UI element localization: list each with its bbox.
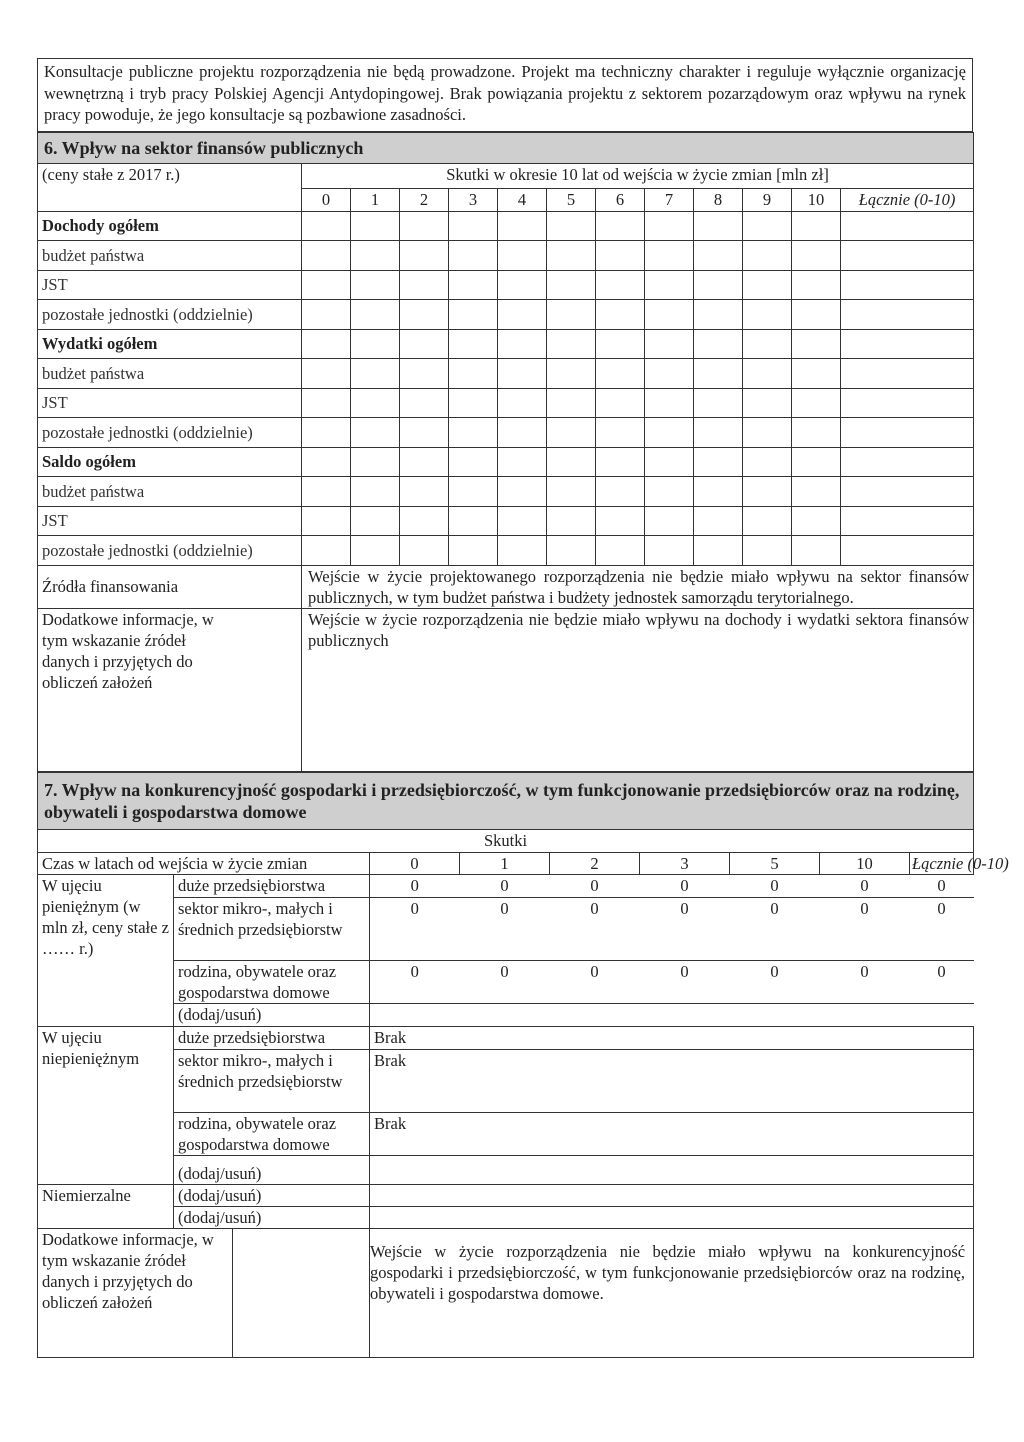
- finance-cell[interactable]: [302, 536, 351, 566]
- finance-cell[interactable]: [841, 300, 974, 330]
- finance-cell[interactable]: [645, 270, 694, 300]
- finance-cell[interactable]: [351, 418, 400, 448]
- monetary-value[interactable]: [910, 1003, 974, 1026]
- monetary-value[interactable]: [640, 1003, 730, 1026]
- finance-cell[interactable]: [645, 241, 694, 271]
- finance-cell[interactable]: [792, 300, 841, 330]
- sec7-info-row: [38, 1228, 370, 1357]
- finance-cell[interactable]: [596, 388, 645, 418]
- finance-cell[interactable]: [792, 506, 841, 536]
- finance-cell[interactable]: [351, 506, 400, 536]
- finance-cell[interactable]: [498, 241, 547, 271]
- finance-cell[interactable]: [743, 359, 792, 389]
- year-header-10: 10: [792, 188, 841, 211]
- sources-label: Źródła finansowania: [38, 565, 302, 608]
- finance-cell[interactable]: [351, 388, 400, 418]
- finance-cell[interactable]: [792, 536, 841, 566]
- finance-cell[interactable]: [547, 506, 596, 536]
- finance-row-label: pozostałe jednostki (oddzielnie): [38, 300, 302, 330]
- year-header-9: 9: [743, 188, 792, 211]
- finance-cell[interactable]: [792, 477, 841, 507]
- finance-cell[interactable]: [792, 329, 841, 359]
- nonmonetary-row: [38, 1026, 974, 1049]
- finance-cell[interactable]: [400, 359, 449, 389]
- finance-cell[interactable]: [694, 477, 743, 507]
- monetary-value[interactable]: 0: [640, 874, 730, 897]
- finance-cell[interactable]: [841, 211, 974, 241]
- finance-cell[interactable]: [596, 241, 645, 271]
- finance-cell[interactable]: [547, 477, 596, 507]
- finance-cell[interactable]: [743, 418, 792, 448]
- monetary-row: [38, 1003, 974, 1026]
- finance-row-label: budżet państwa: [38, 477, 302, 507]
- monetary-value[interactable]: 0: [460, 874, 550, 897]
- finance-row: [38, 506, 974, 536]
- finance-cell[interactable]: [645, 388, 694, 418]
- finance-cell[interactable]: [792, 388, 841, 418]
- monetary-rows: [38, 874, 974, 1026]
- finance-cell[interactable]: [596, 300, 645, 330]
- monetary-value[interactable]: 0: [820, 897, 910, 960]
- finance-cell[interactable]: [302, 211, 351, 241]
- nonmonetary-rows: [38, 1026, 974, 1184]
- sec7-years-row: [38, 852, 974, 874]
- finance-cell[interactable]: [841, 536, 974, 566]
- finance-cell[interactable]: [498, 536, 547, 566]
- sec6-info-label: Dodatkowe informacje, w tym wskazanie źródeł danych i przyjętych do obliczeń założeń: [38, 608, 302, 771]
- finance-cell[interactable]: [400, 447, 449, 477]
- finance-cell[interactable]: [547, 388, 596, 418]
- nonmonetary-row-label: (dodaj/usuń): [174, 1155, 370, 1184]
- finance-cell[interactable]: [449, 506, 498, 536]
- finance-rows: [38, 211, 974, 565]
- nonmonetary-value[interactable]: Brak: [370, 1026, 974, 1049]
- sec7-total-header: Łącznie (0-10): [910, 852, 974, 874]
- unmeasurable-row: [38, 1206, 974, 1228]
- year-header-8: 8: [694, 188, 743, 211]
- finance-cell[interactable]: [400, 300, 449, 330]
- finance-cell[interactable]: [694, 447, 743, 477]
- finance-cell[interactable]: [302, 388, 351, 418]
- nonmonetary-row-label: rodzina, obywatele oraz gospodarstwa domowe: [174, 1112, 370, 1155]
- finance-cell[interactable]: [743, 447, 792, 477]
- finance-row: [38, 300, 974, 330]
- monetary-value[interactable]: 0: [910, 874, 974, 897]
- monetary-value[interactable]: [550, 1003, 640, 1026]
- finance-row-label: JST: [38, 270, 302, 300]
- sec7-info-label: Dodatkowe informacje, w tym wskazanie źródeł danych i przyjętych do obliczeń założeń: [38, 1229, 233, 1357]
- finance-row-label: JST: [38, 506, 302, 536]
- effects-header: Skutki w okresie 10 lat od wejścia w życie zmian [mln zł]: [302, 163, 974, 188]
- finance-cell[interactable]: [449, 359, 498, 389]
- monetary-value[interactable]: 0: [370, 897, 460, 960]
- finance-cell[interactable]: [400, 418, 449, 448]
- finance-cell[interactable]: [596, 536, 645, 566]
- finance-cell[interactable]: [841, 329, 974, 359]
- year-header-1: 1: [351, 188, 400, 211]
- finance-cell[interactable]: [302, 300, 351, 330]
- finance-cell[interactable]: [694, 506, 743, 536]
- monetary-value[interactable]: 0: [370, 960, 460, 1003]
- nonmonetary-label: W ujęciu niepieniężnym: [38, 1026, 174, 1184]
- section-7-title: 7. Wpływ na konkurencyjność gospodarki i przedsiębiorczość, w tym funkcjonowanie przedsiębiorców oraz na rodzinę, obywateli i gospodarstwa domowe: [38, 772, 974, 829]
- monetary-value[interactable]: 0: [730, 897, 820, 960]
- finance-cell[interactable]: [743, 241, 792, 271]
- finance-cell[interactable]: [547, 418, 596, 448]
- finance-cell[interactable]: [547, 536, 596, 566]
- finance-row: [38, 477, 974, 507]
- finance-cell[interactable]: [302, 447, 351, 477]
- document-page: [37, 58, 1009, 1358]
- finance-row-label: JST: [38, 388, 302, 418]
- finance-cell[interactable]: [351, 536, 400, 566]
- finance-row: [38, 270, 974, 300]
- finance-cell[interactable]: [694, 418, 743, 448]
- finance-row-label: Wydatki ogółem: [38, 329, 302, 359]
- time-label: Czas w latach od wejścia w życie zmian: [38, 852, 370, 874]
- finance-cell[interactable]: [351, 241, 400, 271]
- unmeasurable-value[interactable]: [370, 1184, 974, 1206]
- monetary-value[interactable]: 0: [820, 874, 910, 897]
- monetary-value[interactable]: [370, 1003, 460, 1026]
- finance-cell[interactable]: [792, 418, 841, 448]
- finance-row-label: Dochody ogółem: [38, 211, 302, 241]
- monetary-row-label: rodzina, obywatele oraz gospodarstwa domowe: [174, 960, 370, 1003]
- sources-text: Wejście w życie projektowanego rozporządzenia nie będzie miało wpływu na sektor finansów publicznych, w tym budżet państwa i budżety jednostek samorządu terytorialnego.: [302, 565, 974, 608]
- finance-cell[interactable]: [302, 506, 351, 536]
- finance-cell[interactable]: [841, 447, 974, 477]
- finance-cell[interactable]: [596, 270, 645, 300]
- finance-row: [38, 418, 974, 448]
- monetary-row-label: sektor mikro-, małych i średnich przedsiębiorstw: [174, 897, 370, 960]
- monetary-value[interactable]: [730, 1003, 820, 1026]
- nonmonetary-row-label: sektor mikro-, małych i średnich przedsiębiorstw: [174, 1049, 370, 1112]
- finance-cell[interactable]: [645, 418, 694, 448]
- finance-cell[interactable]: [596, 418, 645, 448]
- year-header-7: 7: [645, 188, 694, 211]
- finance-cell[interactable]: [792, 270, 841, 300]
- skutki-header: Skutki: [38, 829, 974, 852]
- finance-cell[interactable]: [449, 211, 498, 241]
- finance-cell[interactable]: [743, 300, 792, 330]
- finance-cell[interactable]: [302, 329, 351, 359]
- sec7-year-5: 5: [730, 852, 820, 874]
- nonmonetary-value[interactable]: [370, 1155, 974, 1184]
- section-6-table: [37, 132, 974, 772]
- finance-cell[interactable]: [792, 359, 841, 389]
- finance-row: [38, 359, 974, 389]
- nonmonetary-row-label: duże przedsiębiorstwa: [174, 1026, 370, 1049]
- finance-cell[interactable]: [645, 211, 694, 241]
- finance-cell[interactable]: [792, 211, 841, 241]
- monetary-value[interactable]: 0: [370, 874, 460, 897]
- finance-cell[interactable]: [694, 388, 743, 418]
- finance-cell[interactable]: [743, 270, 792, 300]
- sec7-year-3: 3: [640, 852, 730, 874]
- finance-cell[interactable]: [743, 477, 792, 507]
- consultation-paragraph: Konsultacje publiczne projektu rozporządzenia nie będą prowadzone. Projekt ma techniczny charakter i reguluje wyłącznie organizację wewnętrzną i tryb pracy Polskiej Agencji Antydopingowej. Brak powiązania projektu z sektorem pozarządowym oraz wpływu na rynek pracy powoduje, że jego konsultacje są pozbawione zasadności.: [37, 58, 973, 132]
- monetary-value[interactable]: 0: [550, 897, 640, 960]
- finance-cell[interactable]: [694, 241, 743, 271]
- finance-cell[interactable]: [449, 477, 498, 507]
- sec7-year-1: 1: [460, 852, 550, 874]
- finance-cell[interactable]: [449, 270, 498, 300]
- finance-cell[interactable]: [547, 241, 596, 271]
- nonmonetary-row: [38, 1049, 974, 1112]
- finance-cell[interactable]: [694, 359, 743, 389]
- finance-cell[interactable]: [400, 329, 449, 359]
- unmeasurable-label: Niemierzalne: [38, 1184, 174, 1228]
- finance-row: [38, 329, 974, 359]
- finance-cell[interactable]: [351, 270, 400, 300]
- finance-cell[interactable]: [596, 359, 645, 389]
- finance-cell[interactable]: [400, 241, 449, 271]
- finance-cell[interactable]: [645, 506, 694, 536]
- finance-cell[interactable]: [841, 388, 974, 418]
- unmeasurable-rows: [38, 1184, 974, 1228]
- finance-cell[interactable]: [498, 418, 547, 448]
- finance-row: [38, 241, 974, 271]
- finance-cell[interactable]: [645, 536, 694, 566]
- finance-cell[interactable]: [498, 388, 547, 418]
- finance-cell[interactable]: [351, 211, 400, 241]
- sec7-year-2: 2: [550, 852, 640, 874]
- sec6-info-text: Wejście w życie rozporządzenia nie będzie miało wpływu na dochody i wydatki sektora finansów publicznych: [302, 608, 974, 771]
- finance-cell[interactable]: [841, 477, 974, 507]
- monetary-row: [38, 897, 974, 960]
- monetary-value[interactable]: 0: [640, 897, 730, 960]
- finance-cell[interactable]: [351, 300, 400, 330]
- finance-cell[interactable]: [400, 477, 449, 507]
- finance-cell[interactable]: [351, 447, 400, 477]
- finance-cell[interactable]: [743, 329, 792, 359]
- finance-cell[interactable]: [596, 329, 645, 359]
- year-header-0: 0: [302, 188, 351, 211]
- finance-cell[interactable]: [302, 359, 351, 389]
- finance-cell[interactable]: [449, 418, 498, 448]
- finance-cell[interactable]: [792, 447, 841, 477]
- year-header-4: 4: [498, 188, 547, 211]
- finance-cell[interactable]: [498, 211, 547, 241]
- monetary-value[interactable]: 0: [910, 897, 974, 960]
- finance-cell[interactable]: [547, 359, 596, 389]
- finance-cell[interactable]: [449, 329, 498, 359]
- finance-cell[interactable]: [351, 477, 400, 507]
- finance-row: [38, 211, 974, 241]
- total-header: Łącznie (0-10): [841, 188, 974, 211]
- monetary-value[interactable]: 0: [730, 960, 820, 1003]
- finance-cell[interactable]: [498, 329, 547, 359]
- finance-cell[interactable]: [841, 506, 974, 536]
- finance-row: [38, 388, 974, 418]
- monetary-row-label: (dodaj/usuń): [174, 1003, 370, 1026]
- finance-cell[interactable]: [841, 270, 974, 300]
- finance-cell[interactable]: [449, 536, 498, 566]
- year-header-5: 5: [547, 188, 596, 211]
- unmeasurable-row-label: (dodaj/usuń): [174, 1184, 370, 1206]
- section-7-table: [37, 772, 1009, 1358]
- finance-cell[interactable]: [694, 536, 743, 566]
- monetary-value[interactable]: [460, 1003, 550, 1026]
- finance-cell[interactable]: [694, 329, 743, 359]
- finance-cell[interactable]: [743, 506, 792, 536]
- finance-cell[interactable]: [547, 329, 596, 359]
- finance-cell[interactable]: [351, 359, 400, 389]
- finance-cell[interactable]: [743, 211, 792, 241]
- monetary-value[interactable]: 0: [730, 874, 820, 897]
- finance-cell[interactable]: [841, 418, 974, 448]
- monetary-value[interactable]: 0: [550, 874, 640, 897]
- finance-cell[interactable]: [449, 300, 498, 330]
- finance-cell[interactable]: [400, 388, 449, 418]
- nonmonetary-row: [38, 1155, 974, 1184]
- finance-cell[interactable]: [645, 477, 694, 507]
- monetary-value[interactable]: 0: [460, 897, 550, 960]
- finance-cell[interactable]: [400, 211, 449, 241]
- monetary-value[interactable]: 0: [640, 960, 730, 1003]
- finance-cell[interactable]: [841, 359, 974, 389]
- finance-row-label: pozostałe jednostki (oddzielnie): [38, 536, 302, 566]
- monetary-row-label: duże przedsiębiorstwa: [174, 874, 370, 897]
- finance-cell[interactable]: [449, 241, 498, 271]
- finance-cell[interactable]: [302, 241, 351, 271]
- finance-row-label: Saldo ogółem: [38, 447, 302, 477]
- section-6-title: 6. Wpływ na sektor finansów publicznych: [38, 132, 974, 163]
- sec7-year-10: 10: [820, 852, 910, 874]
- monetary-value[interactable]: 0: [910, 960, 974, 1003]
- finance-cell[interactable]: [302, 477, 351, 507]
- monetary-value[interactable]: 0: [460, 960, 550, 1003]
- finance-cell[interactable]: [645, 300, 694, 330]
- finance-cell[interactable]: [547, 211, 596, 241]
- finance-cell[interactable]: [498, 477, 547, 507]
- finance-cell[interactable]: [351, 329, 400, 359]
- finance-cell[interactable]: [547, 447, 596, 477]
- unmeasurable-row: [38, 1184, 974, 1206]
- nonmonetary-row: [38, 1112, 974, 1155]
- finance-cell[interactable]: [400, 536, 449, 566]
- finance-cell[interactable]: [400, 506, 449, 536]
- monetary-row: [38, 960, 974, 1003]
- monetary-label: W ujęciu pieniężnym (w mln zł, ceny stałe z …… r.): [38, 874, 174, 1026]
- finance-cell[interactable]: [596, 477, 645, 507]
- finance-cell[interactable]: [841, 241, 974, 271]
- finance-cell[interactable]: [792, 241, 841, 271]
- finance-cell[interactable]: [449, 447, 498, 477]
- finance-cell[interactable]: [743, 536, 792, 566]
- finance-row-label: budżet państwa: [38, 241, 302, 271]
- unmeasurable-row-label: (dodaj/usuń): [174, 1206, 370, 1228]
- finance-cell[interactable]: [596, 211, 645, 241]
- monetary-value[interactable]: 0: [820, 960, 910, 1003]
- finance-cell[interactable]: [645, 329, 694, 359]
- prices-label: (ceny stałe z 2017 r.): [38, 163, 302, 211]
- year-header-2: 2: [400, 188, 449, 211]
- finance-cell[interactable]: [645, 447, 694, 477]
- monetary-row: [38, 874, 974, 897]
- monetary-value[interactable]: 0: [550, 960, 640, 1003]
- finance-cell[interactable]: [498, 270, 547, 300]
- finance-cell[interactable]: [400, 270, 449, 300]
- year-header-6: 6: [596, 188, 645, 211]
- sec7-year-0: 0: [370, 852, 460, 874]
- nonmonetary-value[interactable]: Brak: [370, 1049, 974, 1112]
- finance-cell[interactable]: [547, 300, 596, 330]
- finance-cell[interactable]: [596, 447, 645, 477]
- finance-cell[interactable]: [547, 270, 596, 300]
- finance-row: [38, 447, 974, 477]
- monetary-value[interactable]: [820, 1003, 910, 1026]
- finance-cell[interactable]: [498, 506, 547, 536]
- finance-row-label: pozostałe jednostki (oddzielnie): [38, 418, 302, 448]
- finance-cell[interactable]: [694, 300, 743, 330]
- finance-cell[interactable]: [449, 388, 498, 418]
- finance-cell[interactable]: [645, 359, 694, 389]
- unmeasurable-value[interactable]: [370, 1206, 974, 1228]
- finance-cell[interactable]: [302, 270, 351, 300]
- finance-row: [38, 536, 974, 566]
- sec7-info-text: Wejście w życie rozporządzenia nie będzie miało wpływu na konkurencyjność gospodarki i przedsiębiorczość, w tym funkcjonowanie przedsiębiorców oraz na rodzinę, obywateli i gospodarstwa domowe.: [370, 1228, 974, 1357]
- year-header-3: 3: [449, 188, 498, 211]
- finance-cell[interactable]: [498, 300, 547, 330]
- finance-cell[interactable]: [694, 270, 743, 300]
- finance-cell[interactable]: [694, 211, 743, 241]
- nonmonetary-value[interactable]: Brak: [370, 1112, 974, 1155]
- finance-cell[interactable]: [596, 506, 645, 536]
- finance-cell[interactable]: [498, 447, 547, 477]
- finance-row-label: budżet państwa: [38, 359, 302, 389]
- finance-cell[interactable]: [498, 359, 547, 389]
- finance-cell[interactable]: [743, 388, 792, 418]
- finance-cell[interactable]: [302, 418, 351, 448]
